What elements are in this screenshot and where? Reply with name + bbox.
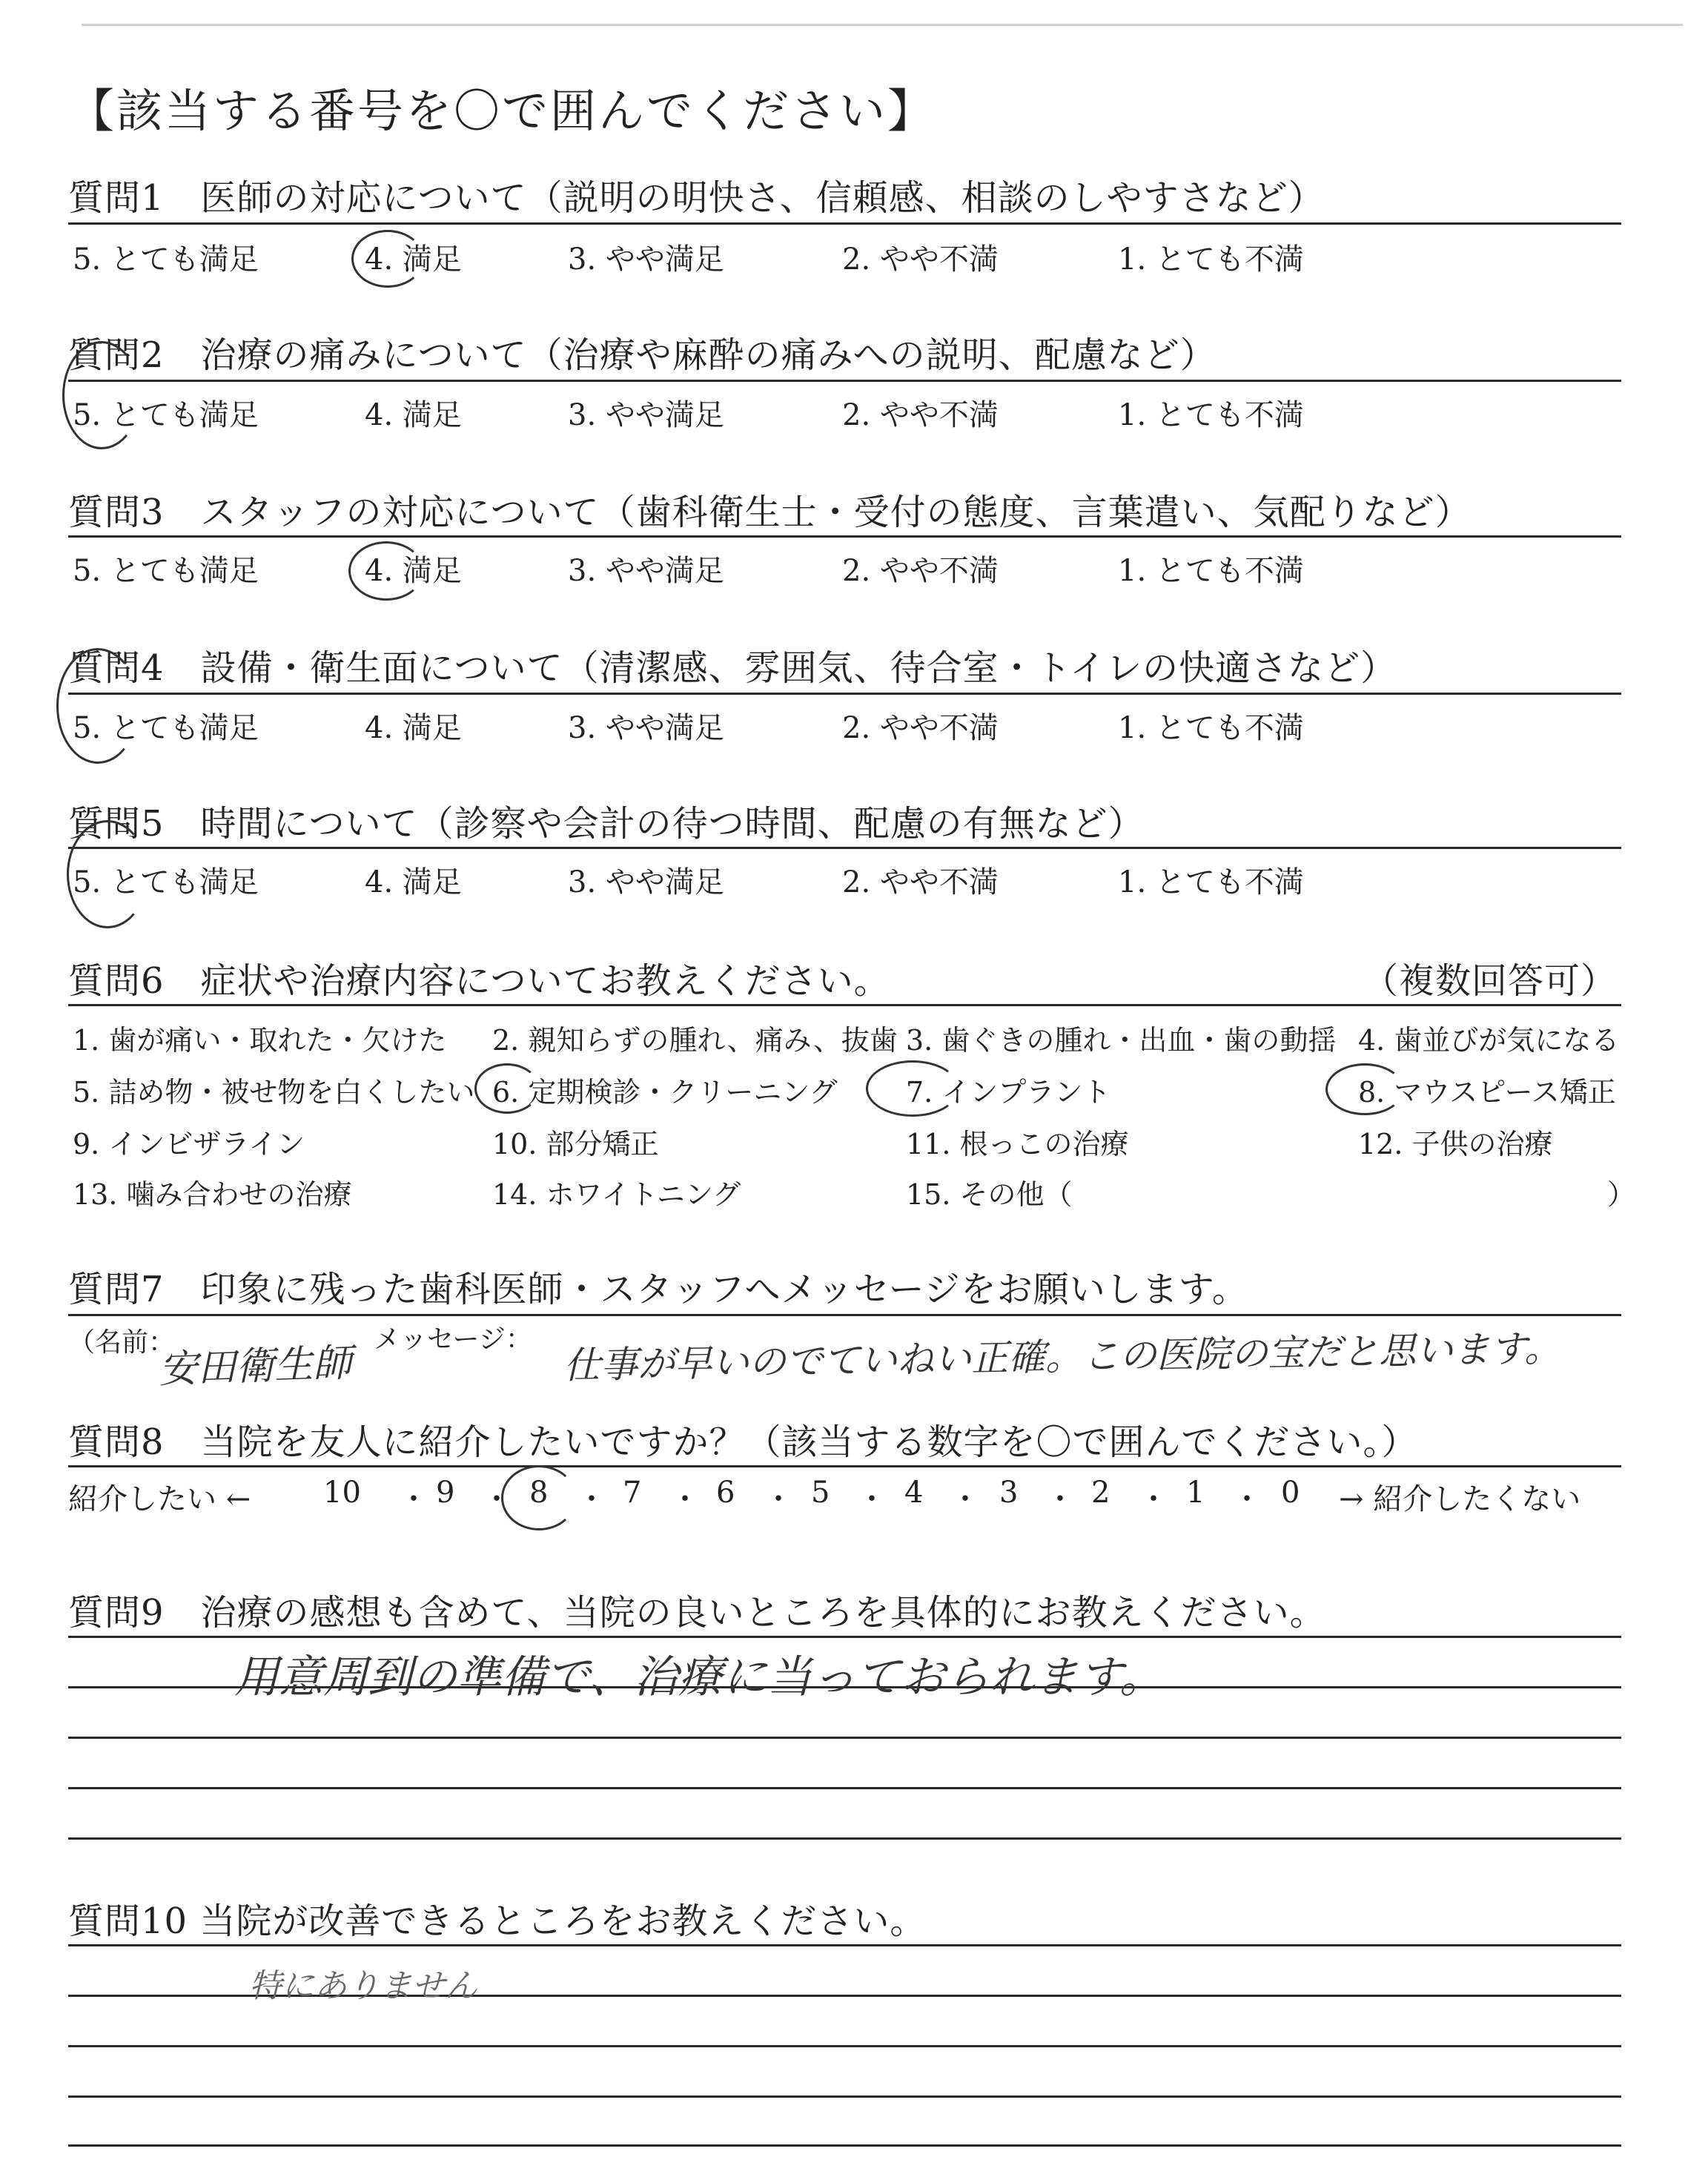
q3-selection-circle <box>348 541 424 601</box>
question-1-rule <box>68 222 1621 225</box>
q6-option-15[interactable]: 15. その他（ <box>906 1178 1073 1211</box>
q5-option-4[interactable]: 4. 満足 <box>365 865 462 899</box>
q6-option-11[interactable]: 11. 根っこの治療 <box>906 1128 1129 1160</box>
q7-message-handwritten[interactable]: 仕事が早いのでていねい正確。この医院の宝だと思います。 <box>563 1327 1562 1387</box>
q3-option-2[interactable]: 2. やや不満 <box>842 554 999 588</box>
question-10-rule-4 <box>68 2095 1621 2098</box>
question-3-title: 質問3 スタッフの対応について（歯科衛生士・受付の態度、言葉遣い、気配りなど） <box>68 492 1472 533</box>
q6-option-1[interactable]: 1. 歯が痛い・取れた・欠けた <box>73 1024 447 1057</box>
q8-dot: ・ <box>399 1482 428 1516</box>
page-title: 【該当する番号を〇で囲んでください】 <box>68 84 936 138</box>
q8-score-10[interactable]: 10 <box>323 1476 361 1510</box>
question-5-title: 質問5 時間について（診察や会計の待つ時間、配慮の有無など） <box>68 803 1145 845</box>
q6-option-12[interactable]: 12. 子供の治療 <box>1358 1128 1553 1160</box>
q3-option-5[interactable]: 5. とても満足 <box>73 554 259 588</box>
question-10-rule-3 <box>68 2045 1621 2047</box>
q6-other-close-paren: ） <box>1607 1178 1636 1211</box>
q5-option-3[interactable]: 3. やや満足 <box>568 865 724 899</box>
q8-score-7[interactable]: 7 <box>623 1476 642 1510</box>
q4-selection-circle <box>56 648 139 764</box>
q4-option-2[interactable]: 2. やや不満 <box>842 711 999 745</box>
question-2-rule <box>68 380 1621 382</box>
question-9-title: 質問9 治療の感想も含めて、当院の良いところを具体的にお教えください。 <box>68 1592 1326 1634</box>
q10-answer-handwritten[interactable]: 特にありません <box>249 1967 477 2005</box>
q8-dot: ・ <box>764 1482 793 1516</box>
q1-option-3[interactable]: 3. やや満足 <box>568 242 724 277</box>
q4-option-1[interactable]: 1. とても不満 <box>1118 711 1304 745</box>
q2-option-2[interactable]: 2. やや不満 <box>842 398 999 432</box>
q8-dot: ・ <box>950 1482 980 1516</box>
q9-answer-handwritten[interactable]: 用意周到の準備で、治療に当っておられます。 <box>234 1651 1164 1703</box>
q6-option-8[interactable]: 8. マウスピース矯正 <box>1358 1076 1616 1109</box>
question-4-title: 質問4 設備・衛生面について（清潔感、雰囲気、待合室・トイレの快適さなど） <box>68 647 1397 689</box>
q1-option-2[interactable]: 2. やや不満 <box>842 242 999 277</box>
q3-option-4[interactable]: 4. 満足 <box>365 554 462 588</box>
q6-option-6-circle <box>474 1063 540 1114</box>
q2-option-5[interactable]: 5. とても満足 <box>73 398 259 432</box>
q7-message-label: メッセージ： <box>374 1324 532 1355</box>
q8-score-2[interactable]: 2 <box>1091 1476 1110 1510</box>
q8-dot: ・ <box>1139 1482 1168 1516</box>
q6-option-6[interactable]: 6. 定期検診・クリーニング <box>492 1076 838 1109</box>
q8-score-9[interactable]: 9 <box>436 1476 455 1510</box>
q8-score-6[interactable]: 6 <box>716 1476 735 1510</box>
question-6-title: 質問6 症状や治療内容についてお教えください。 <box>68 960 890 1002</box>
q8-score-8-circle <box>501 1465 577 1530</box>
q8-dot: ・ <box>1045 1482 1075 1516</box>
question-9-rule-1 <box>68 1636 1621 1638</box>
q4-option-3[interactable]: 3. やや満足 <box>568 711 724 745</box>
q8-dot: ・ <box>482 1482 512 1516</box>
q2-option-1[interactable]: 1. とても不満 <box>1118 398 1304 432</box>
q5-option-2[interactable]: 2. やや不満 <box>842 865 999 899</box>
question-4-rule <box>68 693 1621 695</box>
question-3-rule <box>68 535 1621 538</box>
q3-option-3[interactable]: 3. やや満足 <box>568 554 724 588</box>
question-8-title: 質問8 当院を友人に紹介したいですか？（該当する数字を〇で囲んでください。） <box>68 1421 1418 1463</box>
q6-option-13[interactable]: 13. 噛み合わせの治療 <box>73 1178 352 1211</box>
q8-score-0[interactable]: 0 <box>1281 1476 1300 1510</box>
q7-name-label: （名前： <box>68 1327 176 1358</box>
q3-option-1[interactable]: 1. とても不満 <box>1118 554 1304 588</box>
q5-option-1[interactable]: 1. とても不満 <box>1118 865 1304 899</box>
q8-score-5[interactable]: 5 <box>811 1476 830 1510</box>
q6-option-7[interactable]: 7. インプラント <box>906 1076 1111 1109</box>
q1-option-5[interactable]: 5. とても満足 <box>73 242 259 277</box>
q8-score-3[interactable]: 3 <box>999 1476 1019 1510</box>
question-10-rule-1 <box>68 1944 1621 1946</box>
question-9-rule-4 <box>68 1787 1621 1789</box>
q8-dot: ・ <box>857 1482 887 1516</box>
question-9-rule-5 <box>68 1837 1621 1840</box>
question-6-rule <box>68 1004 1621 1006</box>
top-divider <box>82 24 1683 26</box>
question-1-title: 質問1 医師の対応について（説明の明快さ、信頼感、相談のしやすさなど） <box>68 177 1325 219</box>
q2-option-4[interactable]: 4. 満足 <box>365 398 462 432</box>
q8-dot: ・ <box>1232 1482 1262 1516</box>
q1-option-4[interactable]: 4. 満足 <box>365 242 462 277</box>
q6-option-8-circle <box>1325 1063 1404 1115</box>
question-5-rule <box>68 847 1621 849</box>
q5-selection-circle <box>67 820 148 928</box>
question-8-rule <box>68 1465 1621 1467</box>
q6-option-7-circle <box>866 1060 959 1117</box>
q8-score-1[interactable]: 1 <box>1186 1476 1205 1510</box>
q6-option-9[interactable]: 9. インビザライン <box>73 1128 305 1160</box>
q8-dot: ・ <box>670 1482 700 1516</box>
question-9-rule-3 <box>68 1737 1621 1739</box>
q2-selection-circle <box>62 341 141 449</box>
q1-selection-circle <box>351 230 424 288</box>
q6-option-4[interactable]: 4. 歯並びが気になる <box>1358 1024 1620 1057</box>
question-6-note: （複数回答可） <box>1363 960 1618 1002</box>
q8-score-8[interactable]: 8 <box>529 1476 549 1510</box>
question-7-rule <box>68 1314 1621 1316</box>
question-10-rule-5 <box>68 2144 1621 2147</box>
q8-left-label: 紹介したい ← <box>68 1482 251 1516</box>
q5-option-5[interactable]: 5. とても満足 <box>73 865 259 899</box>
q6-option-14[interactable]: 14. ホワイトニング <box>492 1178 741 1211</box>
q6-option-5[interactable]: 5. 詰め物・被せ物を白くしたい <box>73 1076 475 1109</box>
q7-name-handwritten[interactable]: 安田衛生師 <box>158 1341 353 1393</box>
question-2-title: 質問2 治療の痛みについて（治療や麻酔の痛みへの説明、配慮など） <box>68 334 1217 376</box>
question-10-title: 質問10 当院が改善できるところをお教えください。 <box>68 1900 927 1942</box>
q6-option-3[interactable]: 3. 歯ぐきの腫れ・出血・歯の動揺 <box>906 1024 1337 1057</box>
q1-option-1[interactable]: 1. とても不満 <box>1118 242 1304 277</box>
q8-dot: ・ <box>577 1482 606 1516</box>
q2-option-3[interactable]: 3. やや満足 <box>568 398 724 432</box>
question-7-title: 質問7 印象に残った歯科医師・スタッフへメッセージをお願いします。 <box>68 1269 1248 1310</box>
q6-option-2[interactable]: 2. 親知らずの腫れ、痛み、抜歯 <box>492 1024 898 1057</box>
q8-right-label: → 紹介したくない <box>1339 1482 1581 1516</box>
q4-option-5[interactable]: 5. とても満足 <box>73 711 259 745</box>
q4-option-4[interactable]: 4. 満足 <box>365 711 462 745</box>
q8-score-4[interactable]: 4 <box>904 1476 924 1510</box>
q6-option-10[interactable]: 10. 部分矯正 <box>492 1128 659 1160</box>
